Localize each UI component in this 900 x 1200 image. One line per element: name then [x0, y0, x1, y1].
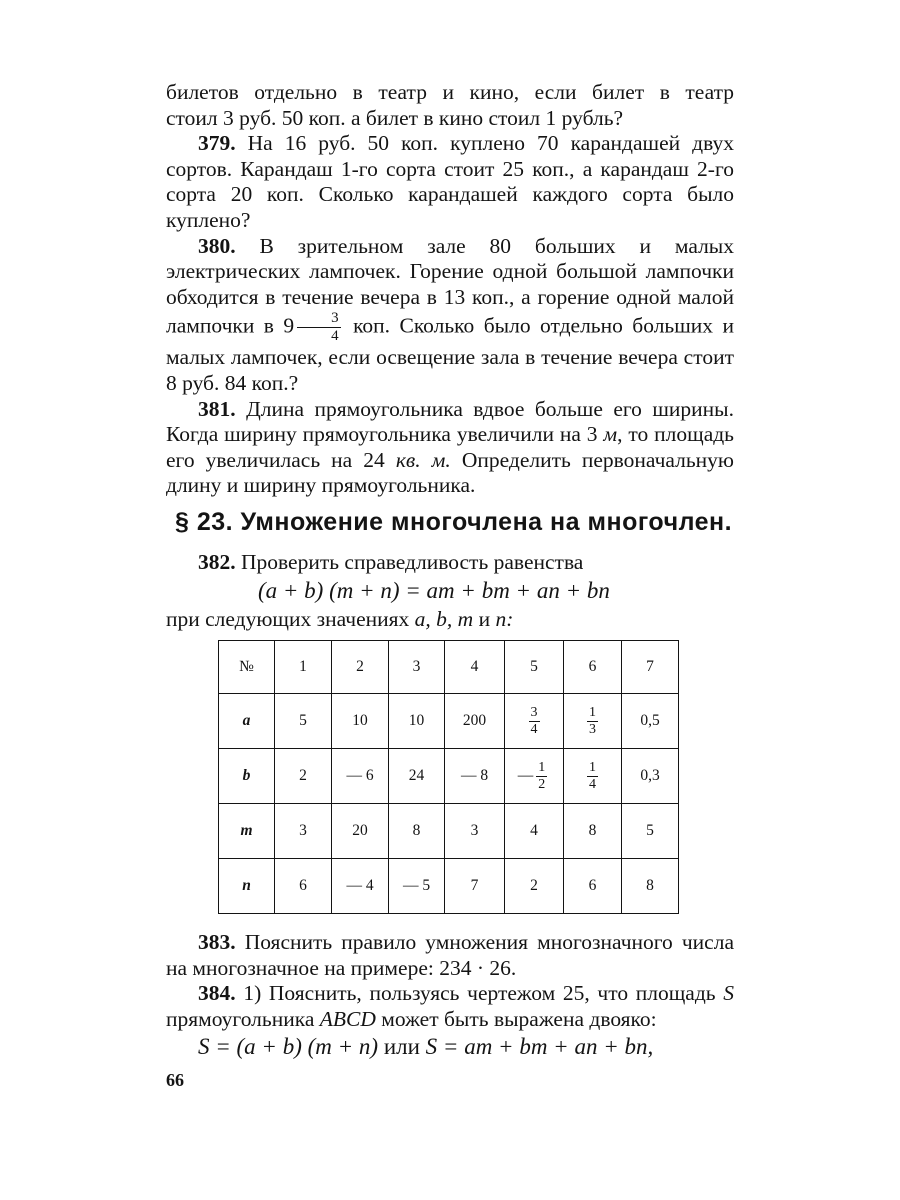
- header-column-5: 5: [505, 641, 564, 694]
- cell-b-6: [564, 749, 622, 804]
- section-heading: § 23. Умножение многочлена на многочлен.: [175, 508, 733, 536]
- problem-384-formulas: [166, 1034, 734, 1060]
- cell-m-5: 4: [505, 804, 564, 859]
- header-column-2: 2: [332, 641, 389, 694]
- problem-380-number: 380.: [198, 233, 236, 258]
- cell-m-6: 8: [564, 804, 622, 859]
- header-column-1: 1: [275, 641, 332, 694]
- or-word: или: [383, 1034, 420, 1060]
- equation-382: (a + b) (m + n) = am + bm + an + bn: [258, 578, 610, 603]
- fraction-numerator: 3: [297, 310, 341, 328]
- problem-382-after: [166, 607, 734, 633]
- variable-last: n:: [495, 607, 514, 631]
- cell-a-1: 5: [275, 694, 332, 749]
- cell-b-3: 24: [389, 749, 445, 804]
- cell-a-7: 0,5: [622, 694, 679, 749]
- row-label-a: a: [219, 694, 275, 749]
- fraction: $\frac{1}{2}$: [538, 759, 546, 792]
- row-label-b: b: [219, 749, 275, 804]
- table-row-m: [219, 804, 679, 859]
- values-table: [218, 640, 679, 914]
- problem-384-text-b: прямоугольника: [166, 1006, 315, 1031]
- cell-a-5: [505, 694, 564, 749]
- table-row-n: [219, 859, 679, 914]
- cell-n-7: 8: [622, 859, 679, 914]
- fraction: $\frac{3}{4}$: [530, 704, 538, 737]
- problem-380: [166, 234, 734, 397]
- header-column-4: 4: [445, 641, 505, 694]
- text-top: [166, 80, 734, 499]
- after-text: при следующих значениях: [166, 607, 410, 631]
- table-row-b: [219, 749, 679, 804]
- formula-b: S = am + bm + an + bn,: [425, 1034, 654, 1060]
- cell-b-2: — 6: [332, 749, 389, 804]
- cell-m-4: 3: [445, 804, 505, 859]
- and-word: и: [478, 607, 491, 631]
- cell-n-2: — 4: [332, 859, 389, 914]
- cell-a-3: 10: [389, 694, 445, 749]
- problem-382: [166, 550, 734, 576]
- problem-379-text: На 16 руб. 50 коп. куплено 70 карандашей двух сортов. Карандаш 1-го сорта стоит 25 коп., а карандаш 2-го сорта 20 коп. Сколько карандашей каждого сорта было куплено?: [166, 131, 734, 232]
- problem-383-text: Пояснить правило умножения многозначного числа на многозначное на примере: 234 · 26.: [166, 930, 734, 980]
- header-column-3: 3: [389, 641, 445, 694]
- cell-b-4: — 8: [445, 749, 505, 804]
- variable-list: a, b, m: [414, 607, 474, 631]
- cell-b-1: 2: [275, 749, 332, 804]
- problem-380-text-b: коп. Сколько было отдельно больших и малых лампочек, если освещение зала в течение вечера стоит 8 руб. 84 коп.?: [166, 313, 734, 395]
- continuation-line-1: билетов отдельно в театр и кино, если билет в театр: [166, 80, 734, 104]
- row-label-m: m: [219, 804, 275, 859]
- cell-a-4: 200: [445, 694, 505, 749]
- problem-382-number: 382.: [198, 550, 236, 574]
- cell-m-2: 20: [332, 804, 389, 859]
- page-number: 66: [166, 1070, 184, 1090]
- abcd-label: ABCD: [319, 1006, 376, 1031]
- cell-m-7: 5: [622, 804, 679, 859]
- cell-n-3: — 5: [389, 859, 445, 914]
- cell-a-2: 10: [332, 694, 389, 749]
- var-s: S: [723, 981, 735, 1006]
- problem-379: [166, 131, 734, 233]
- cell-a-6: [564, 694, 622, 749]
- problem-381-text-b: , то площадь его увеличилась на 24: [166, 422, 734, 472]
- text-382-after: [166, 607, 734, 633]
- fraction: $\frac{1}{4}$: [589, 759, 596, 792]
- formula-a: S = (a + b) (m + n): [198, 1034, 379, 1060]
- problem-382-text: Проверить справедливость равенства: [241, 550, 584, 574]
- fraction-three-quarters: [297, 310, 341, 345]
- problem-381: [166, 397, 734, 499]
- cell-n-4: 7: [445, 859, 505, 914]
- problem-384: [166, 981, 734, 1032]
- header-column-7: 7: [622, 641, 679, 694]
- problem-381-text-a: Длина прямоугольника вдвое больше его ширины. Когда ширину прямоугольника увеличили на 3: [166, 396, 735, 447]
- table-header-row: [219, 641, 679, 694]
- problem-384-text-c: может быть выражена двояко:: [381, 1006, 657, 1031]
- fraction: $\frac{1}{3}$: [589, 704, 596, 737]
- header-number-sign: №: [219, 641, 275, 694]
- problem-384-text-a: 1) Пояснить, пользуясь чертежом 25, что площадь: [243, 981, 716, 1006]
- cell-n-5: 2: [505, 859, 564, 914]
- problem-383-number: 383.: [198, 930, 236, 954]
- problem-379-number: 379.: [198, 131, 236, 156]
- text-382: [166, 550, 734, 576]
- cell-n-6: 6: [564, 859, 622, 914]
- problem-381-text-c: Определить первоначальную длину и ширину прямоугольника.: [166, 447, 734, 498]
- row-label-n: n: [219, 859, 275, 914]
- cell-m-3: 8: [389, 804, 445, 859]
- unit-square-meter: кв. м.: [395, 447, 451, 472]
- problem-381-number: 381.: [198, 396, 236, 421]
- fraction-denominator: 4: [331, 328, 339, 345]
- text-bottom: [166, 930, 734, 1060]
- continuation-line-2: стоил 3 руб. 50 коп. а билет в кино стоил 1 рубль?: [166, 105, 624, 130]
- values-table-wrap: [218, 640, 679, 914]
- table-row-a: [219, 694, 679, 749]
- cell-n-1: 6: [275, 859, 332, 914]
- cell-b-7: 0,3: [622, 749, 679, 804]
- problem-384-number: 384.: [198, 981, 236, 1006]
- unit-meter: м: [603, 422, 618, 447]
- problem-380-text-a: В зрительном зале 80 больших и малых электрических лампочек. Горение одной большой лампочки обходится в течение вечера в 13 коп., а горение одной малой лампочки в 9: [166, 233, 734, 338]
- cell-b-5: — $\frac{1}{2}$: [505, 749, 564, 804]
- header-column-6: 6: [564, 641, 622, 694]
- cell-m-1: 3: [275, 804, 332, 859]
- problem-383: [166, 930, 734, 981]
